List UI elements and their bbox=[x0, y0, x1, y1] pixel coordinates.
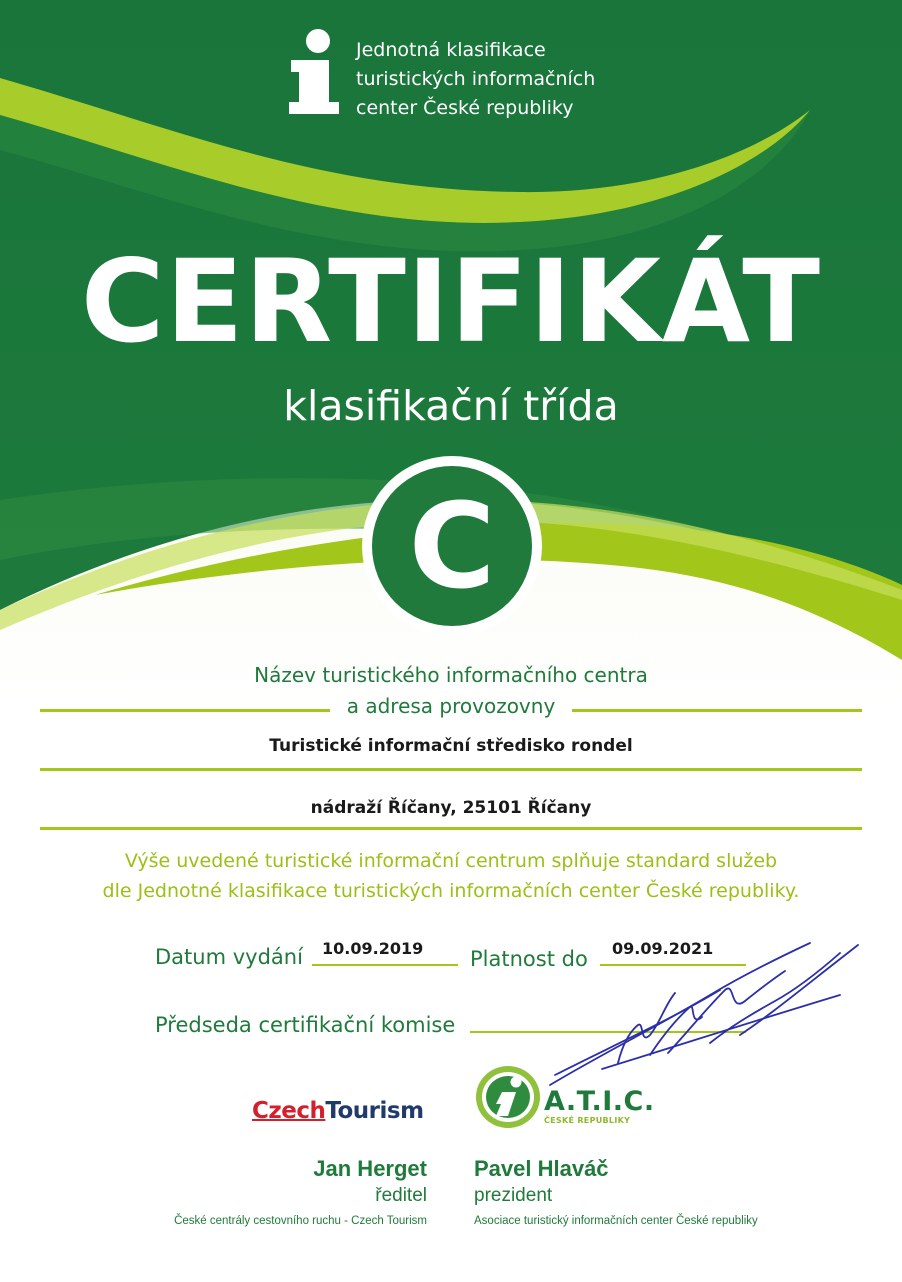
divider bbox=[572, 709, 862, 712]
class-letter: C bbox=[408, 477, 496, 615]
signatory-left-name: Jan Herget bbox=[313, 1156, 427, 1181]
center-address-value: nádraží Říčany, 25101 Říčany bbox=[310, 798, 592, 818]
statement-line1: Výše uvedené turistické informační centrum splňuje standard služeb bbox=[124, 850, 778, 872]
czechtourism-logo-part2: Tourism bbox=[325, 1098, 424, 1124]
header-line: Jednotná klasifikace bbox=[356, 39, 546, 61]
center-label-line2: a adresa provozovny bbox=[346, 694, 556, 718]
atic-logo-text: A.T.I.C. bbox=[544, 1086, 655, 1117]
center-name-label bbox=[0, 660, 902, 722]
signatory-right-role: prezident bbox=[474, 1185, 553, 1206]
issue-date-label: Datum vydání bbox=[155, 945, 303, 969]
issue-date-line bbox=[312, 964, 458, 966]
info-icon bbox=[285, 28, 343, 114]
signatory-right-org: Asociace turistický informačních center České republiky bbox=[474, 1215, 758, 1227]
signatory-right-name: Pavel Hlaváč bbox=[474, 1156, 609, 1181]
center-name-value: Turistické informační středisko rondel bbox=[269, 736, 633, 756]
header-line: center České republiky bbox=[356, 97, 574, 119]
divider bbox=[40, 709, 330, 712]
czechtourism-logo-part1: Czech bbox=[252, 1098, 326, 1124]
header-org-text bbox=[356, 36, 595, 123]
signatory-left-org: České centrály cestovního ruchu - Czech Tourism bbox=[174, 1215, 427, 1227]
committee-chair-label: Předseda certifikační komise bbox=[155, 1013, 456, 1037]
valid-until-label: Platnost do bbox=[470, 947, 588, 971]
certificate-title: CERTIFIKÁT bbox=[80, 235, 822, 368]
standard-statement bbox=[0, 846, 902, 906]
divider bbox=[40, 768, 862, 771]
center-label-line1: Název turistického informačního centra bbox=[254, 663, 648, 687]
certificate-subtitle: klasifikační třída bbox=[283, 382, 619, 430]
divider bbox=[40, 827, 862, 830]
czechtourism-logo bbox=[252, 1098, 424, 1124]
signatory-left-role: ředitel bbox=[375, 1185, 427, 1206]
issue-date-value: 10.09.2019 bbox=[322, 939, 424, 958]
valid-until-value: 09.09.2021 bbox=[612, 939, 714, 958]
class-badge bbox=[360, 454, 544, 638]
atic-logo-subtext: ČESKÉ REPUBLIKY bbox=[544, 1116, 631, 1125]
header-line: turistických informačních bbox=[356, 68, 596, 90]
statement-line2: dle Jednotné klasifikace turistických informačních center České republiky. bbox=[102, 880, 800, 902]
